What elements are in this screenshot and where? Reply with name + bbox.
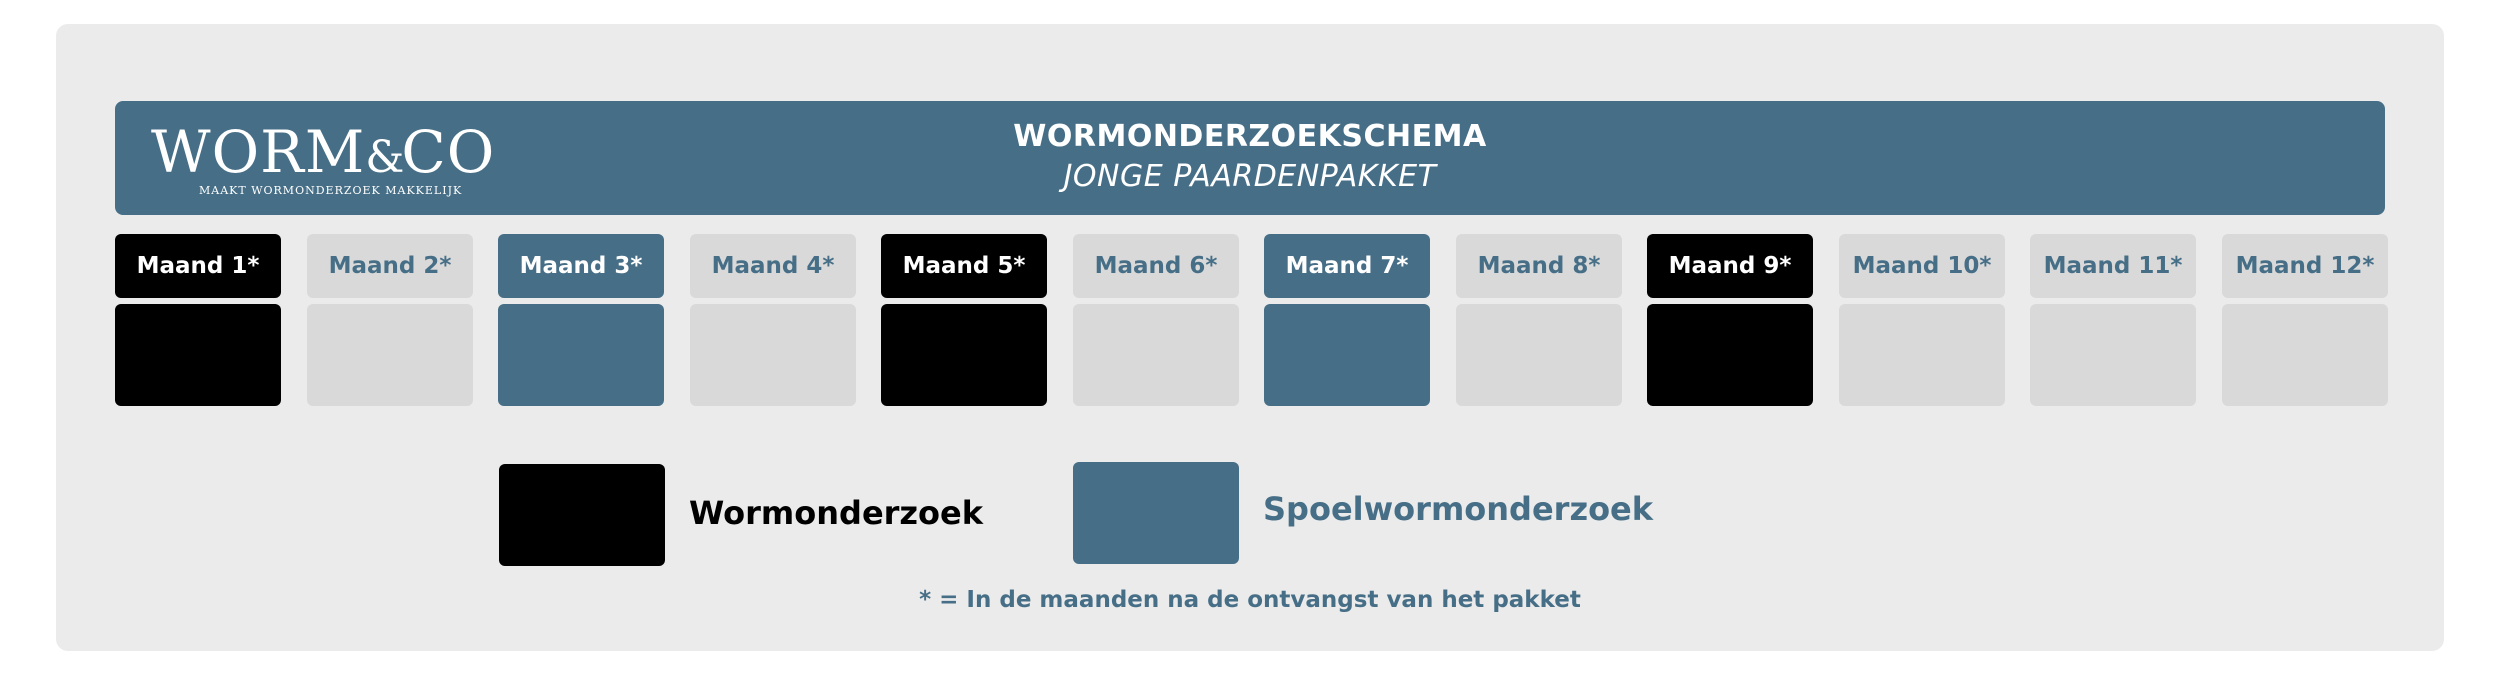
month-cell-8	[1456, 304, 1622, 406]
legend-swatch-wormonderzoek	[499, 464, 665, 566]
month-label-6: Maand 6*	[1073, 234, 1239, 298]
month-cell-7	[1264, 304, 1430, 406]
legend-label-spoelwormonderzoek: Spoelwormonderzoek	[1263, 490, 1654, 528]
month-label-7: Maand 7*	[1264, 234, 1430, 298]
logo-tagline: MAAKT WORMONDERZOEK MAKKELIJK	[199, 184, 463, 197]
schedule-subtitle: JONGE PAARDENPAKKET	[1063, 159, 1437, 194]
month-label-11: Maand 11*	[2030, 234, 2196, 298]
month-label-10: Maand 10*	[1839, 234, 2005, 298]
month-label-8: Maand 8*	[1456, 234, 1622, 298]
month-label-4: Maand 4*	[690, 234, 856, 298]
schedule-title: WORMONDERZOEKSCHEMA	[1013, 119, 1487, 154]
month-cell-11	[2030, 304, 2196, 406]
month-cell-4	[690, 304, 856, 406]
month-label-9: Maand 9*	[1647, 234, 1813, 298]
month-cell-10	[1839, 304, 2005, 406]
month-cell-3	[498, 304, 664, 406]
month-cell-9	[1647, 304, 1813, 406]
legend-swatch-spoelwormonderzoek	[1073, 462, 1239, 564]
month-label-12: Maand 12*	[2222, 234, 2388, 298]
month-label-2: Maand 2*	[307, 234, 473, 298]
logo-wordmark: WORM&CO	[151, 118, 496, 186]
month-label-3: Maand 3*	[498, 234, 664, 298]
month-label-1: Maand 1*	[115, 234, 281, 298]
header-banner	[115, 101, 2385, 215]
month-cell-1	[115, 304, 281, 406]
month-label-5: Maand 5*	[881, 234, 1047, 298]
month-cell-2	[307, 304, 473, 406]
month-cell-12	[2222, 304, 2388, 406]
legend-label-wormonderzoek: Wormonderzoek	[689, 494, 984, 532]
footnote: * = In de maanden na de ontvangst van het pakket	[919, 587, 1581, 613]
month-cell-6	[1073, 304, 1239, 406]
month-cell-5	[881, 304, 1047, 406]
